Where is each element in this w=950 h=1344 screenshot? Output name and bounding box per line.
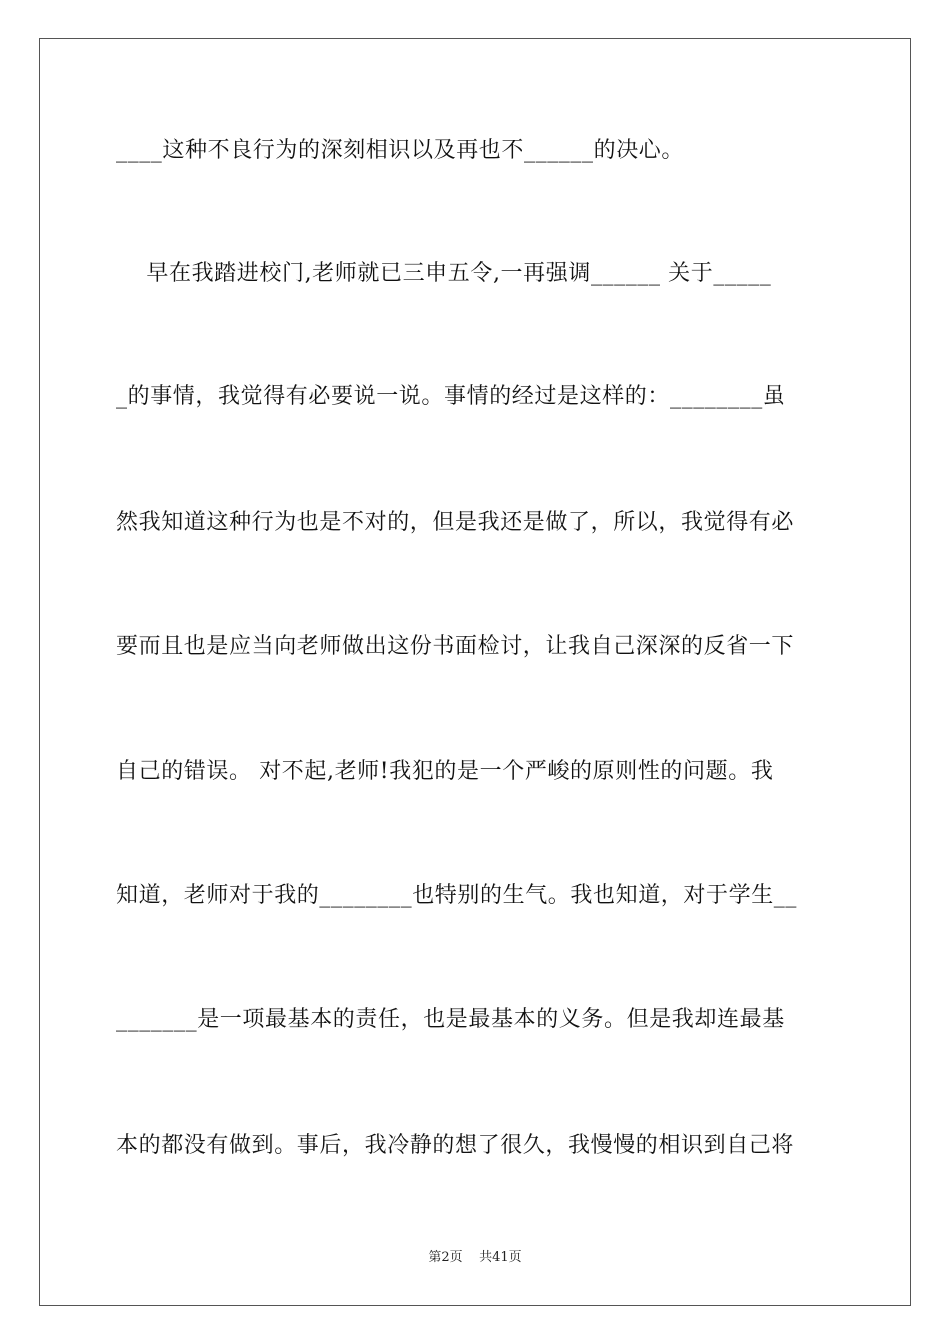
text-line-4: 然我知道这种行为也是不对的，但是我还是做了，所以，我觉得有必 [116, 510, 795, 535]
text-line-6: 自己的错误。 对不起,老师!我犯的是一个严峻的原则性的问题。我 [116, 759, 774, 784]
text-line-8: _______是一项最基本的责任，也是最基本的义务。但是我却连最基 [116, 1007, 785, 1032]
text-line-3: _的事情，我觉得有必要说一说。事情的经过是这样的：________虽 [116, 384, 786, 409]
text-line-1: ____这种不良行为的深刻相识以及再也不______的决心。 [116, 138, 685, 163]
text-line-7: 知道，老师对于我的________也特别的生气。我也知道，对于学生__ [116, 883, 798, 908]
page-number-footer: 第2页 共41页 [428, 1250, 522, 1265]
text-line-5: 要而且也是应当向老师做出这份书面检讨，让我自己深深的反省一下 [116, 634, 795, 659]
page-border [39, 38, 911, 1306]
text-line-9: 本的都没有做到。事后，我冷静的想了很久，我慢慢的相识到自己将 [116, 1133, 795, 1158]
text-line-2: 早在我踏进校门,老师就已三申五令,一再强调______ 关于_____ [116, 261, 772, 286]
